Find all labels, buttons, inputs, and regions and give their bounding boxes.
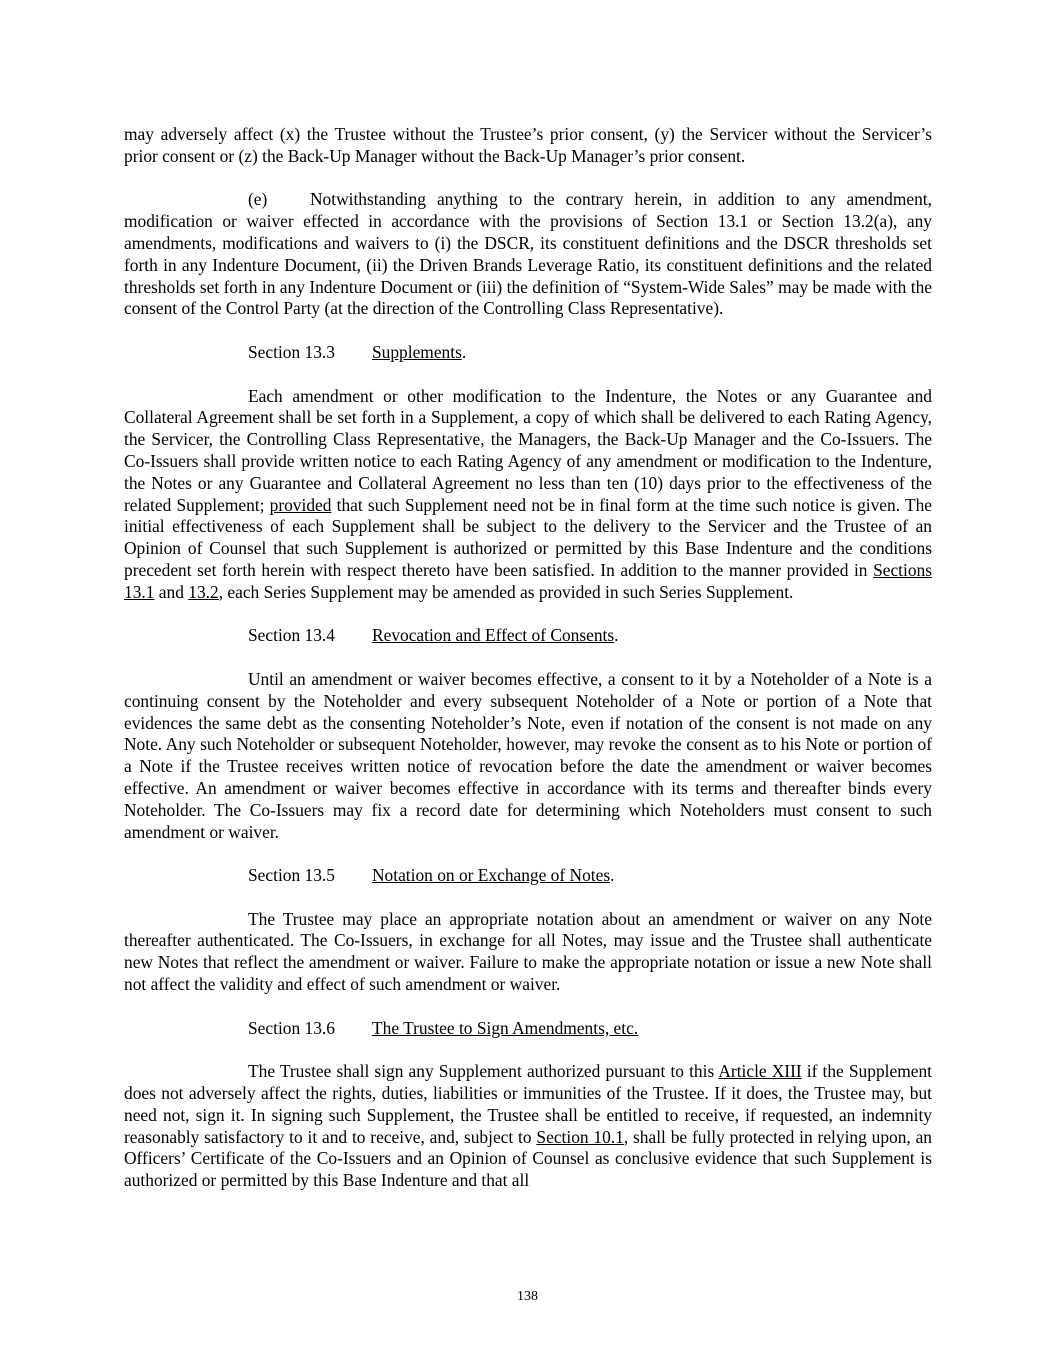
section-heading-13-3 xyxy=(124,342,932,364)
cross-reference-section-10-1[interactable]: Section 10.1 xyxy=(536,1126,624,1147)
cross-reference-sections-13-1[interactable]: Sections 13.1 xyxy=(124,559,932,602)
document-page xyxy=(124,124,932,1192)
section-13-6-body xyxy=(124,1061,932,1192)
heading-period: . xyxy=(610,865,615,886)
section-number: Section 13.6 xyxy=(248,1017,335,1038)
body-text: , shall be fully protected in relying upon, an Officers’ Certificate of the Co-Issuers and an Opinion of Counsel as conclusive evidence that such Supplement is authorized or permitted by this Base Indenture and that all xyxy=(124,1126,932,1191)
section-number: Section 13.4 xyxy=(248,625,335,646)
spacer xyxy=(124,887,932,909)
section-heading-13-6 xyxy=(124,1018,932,1040)
section-title: Revocation and Effect of Consents xyxy=(372,625,615,646)
body-text: and xyxy=(154,581,189,602)
spacer xyxy=(124,364,932,386)
heading-period: . xyxy=(614,625,619,646)
section-13-4-body: Until an amendment or waiver becomes effective, a consent to it by a Noteholder of a Note is a continuing consent by the Noteholder and every subsequent Noteholder of a Note or portion of a Note that evidences the same debt as the consenting Noteholder’s Note, even if notation of the consent is not made on any Note. Any such Noteholder or subsequent Noteholder, however, may revoke the consent as to his Note or portion of a Note if the Trustee receives written notice of revocation before the date the amendment or waiver becomes effective. An amendment or waiver becomes effective in accordance with its terms and thereafter binds every Noteholder. The Co-Issuers may fix a record date for determining which Noteholders must consent to such amendment or waiver. xyxy=(124,668,932,842)
section-heading-13-5 xyxy=(124,865,932,887)
spacer xyxy=(124,604,932,626)
paragraph-marker: (e) xyxy=(248,189,268,210)
heading-period: . xyxy=(461,341,467,362)
body-text: The Trustee shall sign any Supplement authorized pursuant to this xyxy=(248,1061,719,1082)
cross-reference-article-xiii[interactable]: Article XIII xyxy=(718,1061,802,1082)
provided-term: provided xyxy=(269,494,332,515)
continued-paragraph: may adversely affect (x) the Trustee without the Trustee’s prior consent, (y) the Servicer without the Servicer’s prior consent or (z) the Back-Up Manager without the Back-Up Manager’s prior consent. xyxy=(124,124,932,166)
body-text: Each amendment or other modification to the Indenture, the Notes or any Guarantee and Collateral Agreement shall be set forth in a Supplement, a copy of which shall be delivered to each Rating Agency, the Servicer, the Controlling Class Representative, the Managers, the Back-Up Manager and the Co-Issuers. The Co-Issuers shall provide written notice to each Rating Agency of any amendment or modification to the Indenture, the Notes or any Guarantee and Collateral Agreement no less than ten (10) days prior to the effectiveness of the related Supplement; xyxy=(124,385,932,515)
spacer xyxy=(124,647,932,669)
section-13-5-body: The Trustee may place an appropriate notation about an amendment or waiver on any Note thereafter authenticated. The Co-Issuers, in exchange for all Notes, may issue and the Trustee shall authenticate new Notes that reflect the amendment or waiver. Failure to make the appropriate notation or issue a new Note shall not affect the validity and effect of such amendment or waiver. xyxy=(124,908,932,995)
section-13-3-body xyxy=(124,386,932,604)
spacer xyxy=(124,320,932,342)
spacer xyxy=(124,1039,932,1061)
paragraph-e xyxy=(124,189,932,320)
section-heading-13-4 xyxy=(124,625,932,647)
spacer xyxy=(124,843,932,865)
section-number: Section 13.5 xyxy=(248,865,335,886)
body-text: , each Series Supplement may be amended as provided in such Series Supplement. xyxy=(218,581,794,602)
section-title: The Trustee to Sign Amendments, etc. xyxy=(372,1017,639,1038)
page-number: 138 xyxy=(517,1289,538,1304)
body-text: that such Supplement need not be in final form at the time such notice is given. The initial effectiveness of each Supplement shall be subject to the delivery to the Servicer and the Trustee of an Opinion of Counsel that such Supplement is authorized or permitted by this Base Indenture and the conditions precedent set forth herein with respect thereto have been satisfied. In addition to the manner provided in xyxy=(124,494,932,580)
section-title: Supplements xyxy=(372,341,462,362)
spacer xyxy=(124,996,932,1018)
spacer xyxy=(124,168,932,190)
cross-reference-13-2[interactable]: 13.2 xyxy=(188,581,219,602)
section-title: Notation on or Exchange of Notes xyxy=(372,865,611,886)
paragraph-e-text: Notwithstanding anything to the contrary herein, in addition to any amendment, modification or waiver effected in accordance with the provisions of Section 13.1 or Section 13.2(a), any amendments, modifications and waivers to (i) the DSCR, its constituent definitions and the DSCR thresholds set forth in any Indenture Document, (ii) the Driven Brands Leverage Ratio, its constituent definitions and the related thresholds set forth in any Indenture Document or (iii) the definition of “System-Wide Sales” may be made with the consent of the Control Party (at the direction of the Controlling Class Representative). xyxy=(124,189,932,319)
section-number: Section 13.3 xyxy=(248,341,335,362)
body-text: if the Supplement does not adversely affect the rights, duties, liabilities or immunities of the Trustee. If it does, the Trustee may, but need not, sign it. In signing such Supplement, the Trustee shall be entitled to receive, if requested, an indemnity reasonably satisfactory to it and to receive, and, subject to xyxy=(124,1061,932,1147)
